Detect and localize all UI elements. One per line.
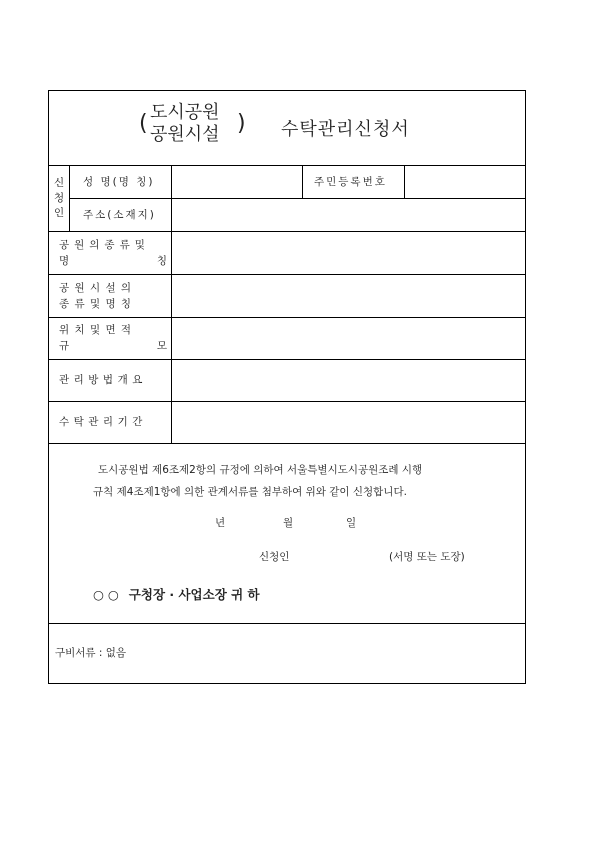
title-option-park: 도시공원 [150,102,220,123]
applicant-group-label: 청 [54,192,65,204]
divider [49,231,525,232]
divider [302,165,303,198]
applicant-sign-label: 신청인 [259,551,290,563]
attachments-note: 구비서류 : 없음 [55,647,127,659]
divider [69,165,70,231]
management-label: 관리방법개요 [59,374,147,386]
location-area-label: 위 치 및 면 적 규 모 [59,324,167,352]
name-label: 성 명(명 칭) [83,176,155,188]
date-month: 월 [283,517,294,529]
divider [49,317,525,318]
addressee [93,585,260,603]
applicant-group-label: 인 [54,207,65,219]
applicant-group-label: 신 [54,177,65,189]
divider [49,274,525,275]
address-label: 주소(소재지) [83,209,156,221]
date-year: 년 [215,517,226,529]
park-type-label: 공원의종류및 명 칭 [59,239,167,267]
facility-type-label: 공 원 시 설 의 종 류 및 명 칭 [59,282,133,310]
divider [49,359,525,360]
addressee-circles: ○ ○ [93,587,119,602]
statement-line: 도시공원법 제6조제2항의 규정에 의하여 서울특별시도시공원조례 시행 [98,464,423,476]
application-form [48,90,526,684]
divider [49,401,525,402]
addressee-text: 구청장 · 사업소장 귀 하 [128,587,260,602]
title-option-facility: 공원시설 [150,124,220,145]
title-paren-open: ( [139,111,148,136]
rrn-label: 주민등록번호 [314,176,387,188]
divider [171,165,172,443]
divider [404,165,405,198]
period-label: 수탁관리기간 [59,416,147,428]
statement-line: 규칙 제4조제1항에 의한 관계서류를 첨부하여 위와 같이 신청합니다. [93,486,407,498]
divider [49,623,525,624]
signature-hint: (서명 또는 도장) [389,551,465,563]
divider [69,198,525,199]
divider [49,165,525,166]
title-paren-close: ) [237,111,246,136]
divider [49,443,525,444]
page-title: 수탁관리신청서 [281,119,410,140]
date-day: 일 [346,517,357,529]
